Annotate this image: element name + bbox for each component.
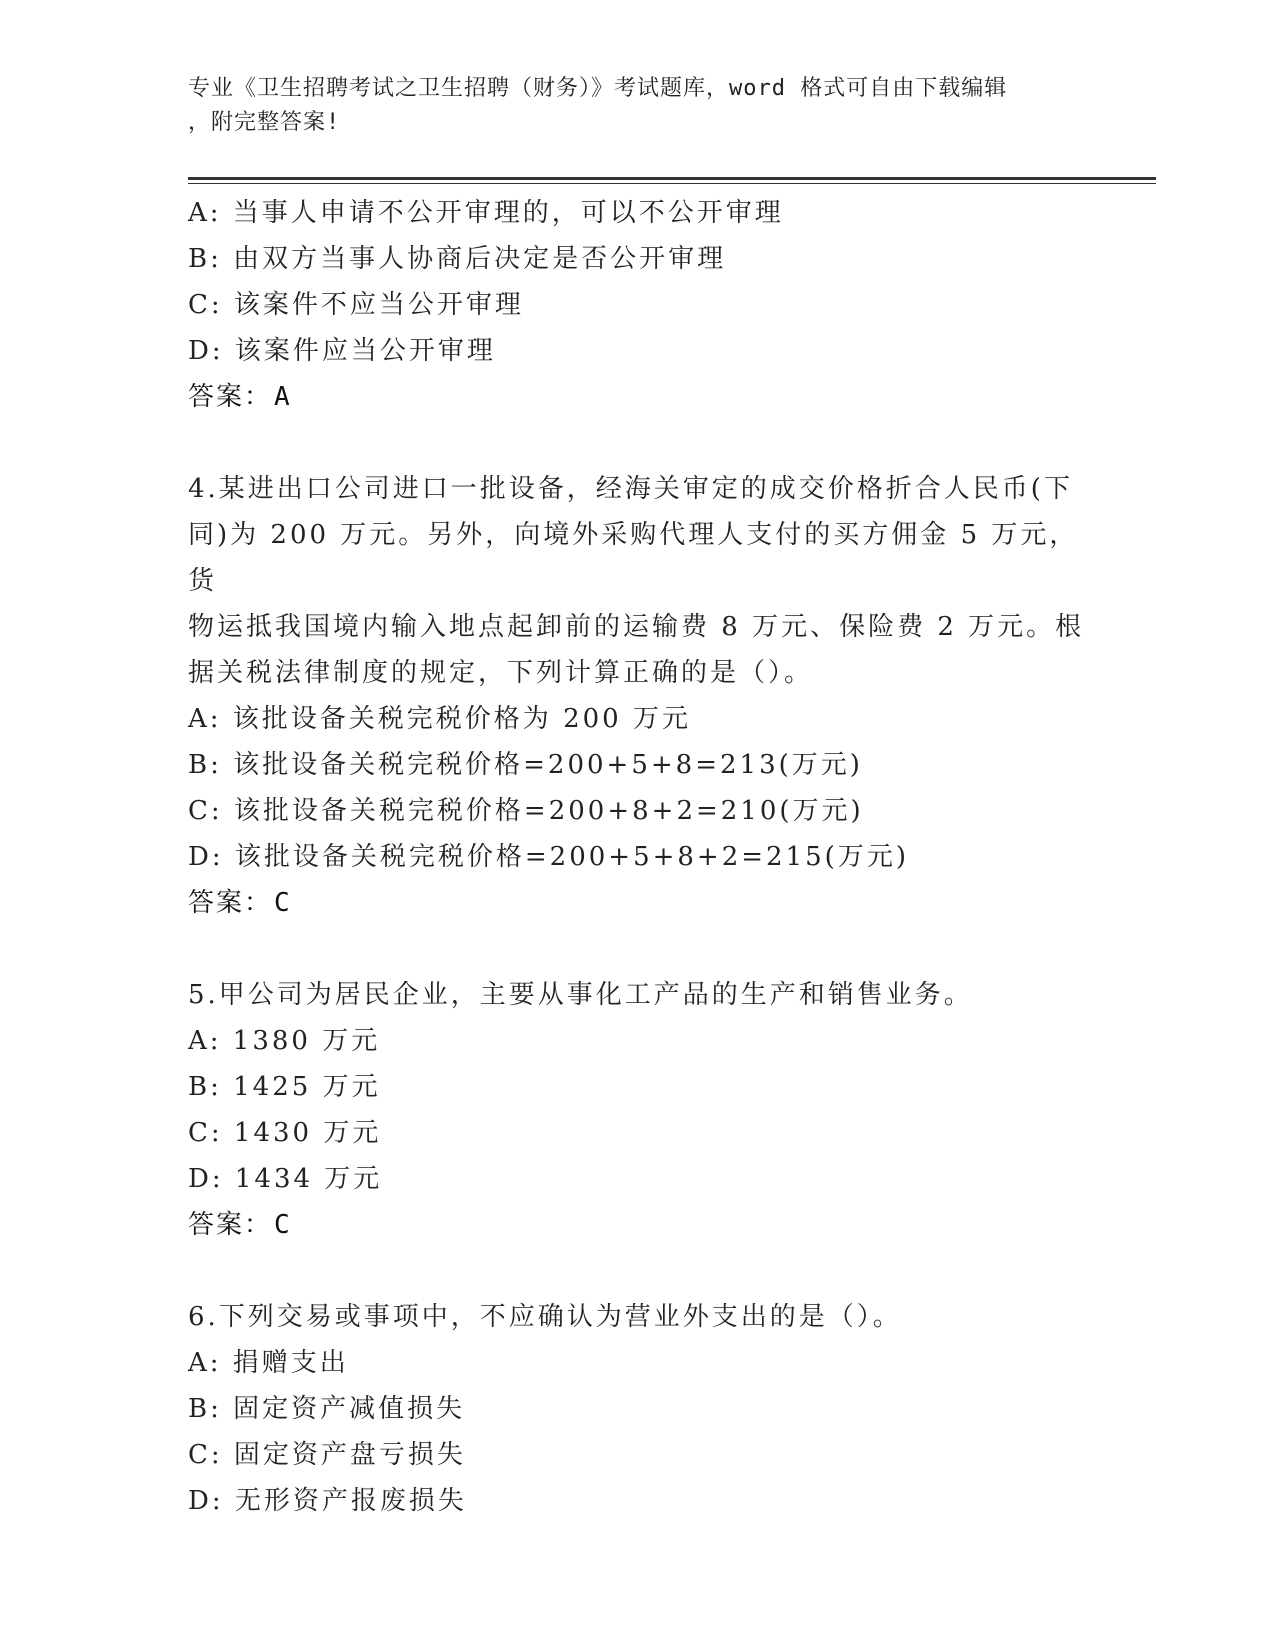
answer-value: C <box>274 888 292 918</box>
header-rule-thick <box>188 177 1156 180</box>
question-stem-line: 同)为 200 万元。另外，向境外采购代理人支付的买方佣金 5 万元，货 <box>188 520 1079 596</box>
spacer <box>188 420 1088 466</box>
question-4 <box>188 466 1088 926</box>
question-5 <box>188 972 1088 1248</box>
option-a: A: 该批设备关税完税价格为 200 万元 <box>188 704 691 734</box>
answer-label: 答案： <box>188 888 273 918</box>
option-a: A: 当事人申请不公开审理的，可以不公开审理 <box>188 198 784 228</box>
question-prev <box>188 190 1088 420</box>
option-c: C: 该批设备关税完税价格=200+8+2=210(万元) <box>188 796 864 826</box>
answer-label: 答案： <box>188 1210 273 1240</box>
option-d: D: 该批设备关税完税价格=200+5+8+2=215(万元) <box>188 842 909 872</box>
option-b: B: 该批设备关税完税价格=200+5+8=213(万元) <box>188 750 863 780</box>
question-stem-line: 物运抵我国境内输入地点起卸前的运输费 8 万元、保险费 2 万元。根 <box>188 612 1085 642</box>
question-6 <box>188 1294 1088 1524</box>
option-b: B: 1425 万元 <box>188 1072 381 1102</box>
answer-value: C <box>274 1210 292 1240</box>
answer-line <box>188 880 1088 926</box>
option-b: B: 固定资产减值损失 <box>188 1394 466 1424</box>
option-d: D: 该案件应当公开审理 <box>188 336 496 366</box>
answer-value: A <box>274 382 292 412</box>
question-stem-line: 据关税法律制度的规定，下列计算正确的是（）。 <box>188 658 814 688</box>
question-stem-line: 6.下列交易或事项中，不应确认为营业外支出的是（）。 <box>188 1302 902 1332</box>
option-a: A: 1380 万元 <box>188 1026 381 1056</box>
spacer <box>188 926 1088 972</box>
option-c: C: 1430 万元 <box>188 1118 382 1148</box>
option-a: A: 捐赠支出 <box>188 1348 349 1378</box>
option-c: C: 固定资产盘亏损失 <box>188 1440 466 1470</box>
question-list <box>188 190 1088 1524</box>
document-header <box>188 72 1088 140</box>
answer-line <box>188 1202 1088 1248</box>
answer-label: 答案： <box>188 382 273 412</box>
option-d: D: 无形资产报废损失 <box>188 1486 467 1516</box>
answer-line <box>188 374 1088 420</box>
option-d: D: 1434 万元 <box>188 1164 383 1194</box>
header-rule-thin <box>188 183 1156 184</box>
header-line-1: 专业《卫生招聘考试之卫生招聘（财务）》考试题库，word 格式可自由下载编辑 <box>188 76 1008 101</box>
spacer <box>188 1248 1088 1294</box>
option-b: B: 由双方当事人协商后决定是否公开审理 <box>188 244 727 274</box>
header-line-2: ，附完整答案! <box>188 110 341 135</box>
option-c: C: 该案件不应当公开审理 <box>188 290 524 320</box>
question-stem-line: 5.甲公司为居民企业，主要从事化工产品的生产和销售业务。 <box>188 980 973 1010</box>
question-stem-line: 4.某进出口公司进口一批设备，经海关审定的成交价格折合人民币(下 <box>188 474 1073 504</box>
